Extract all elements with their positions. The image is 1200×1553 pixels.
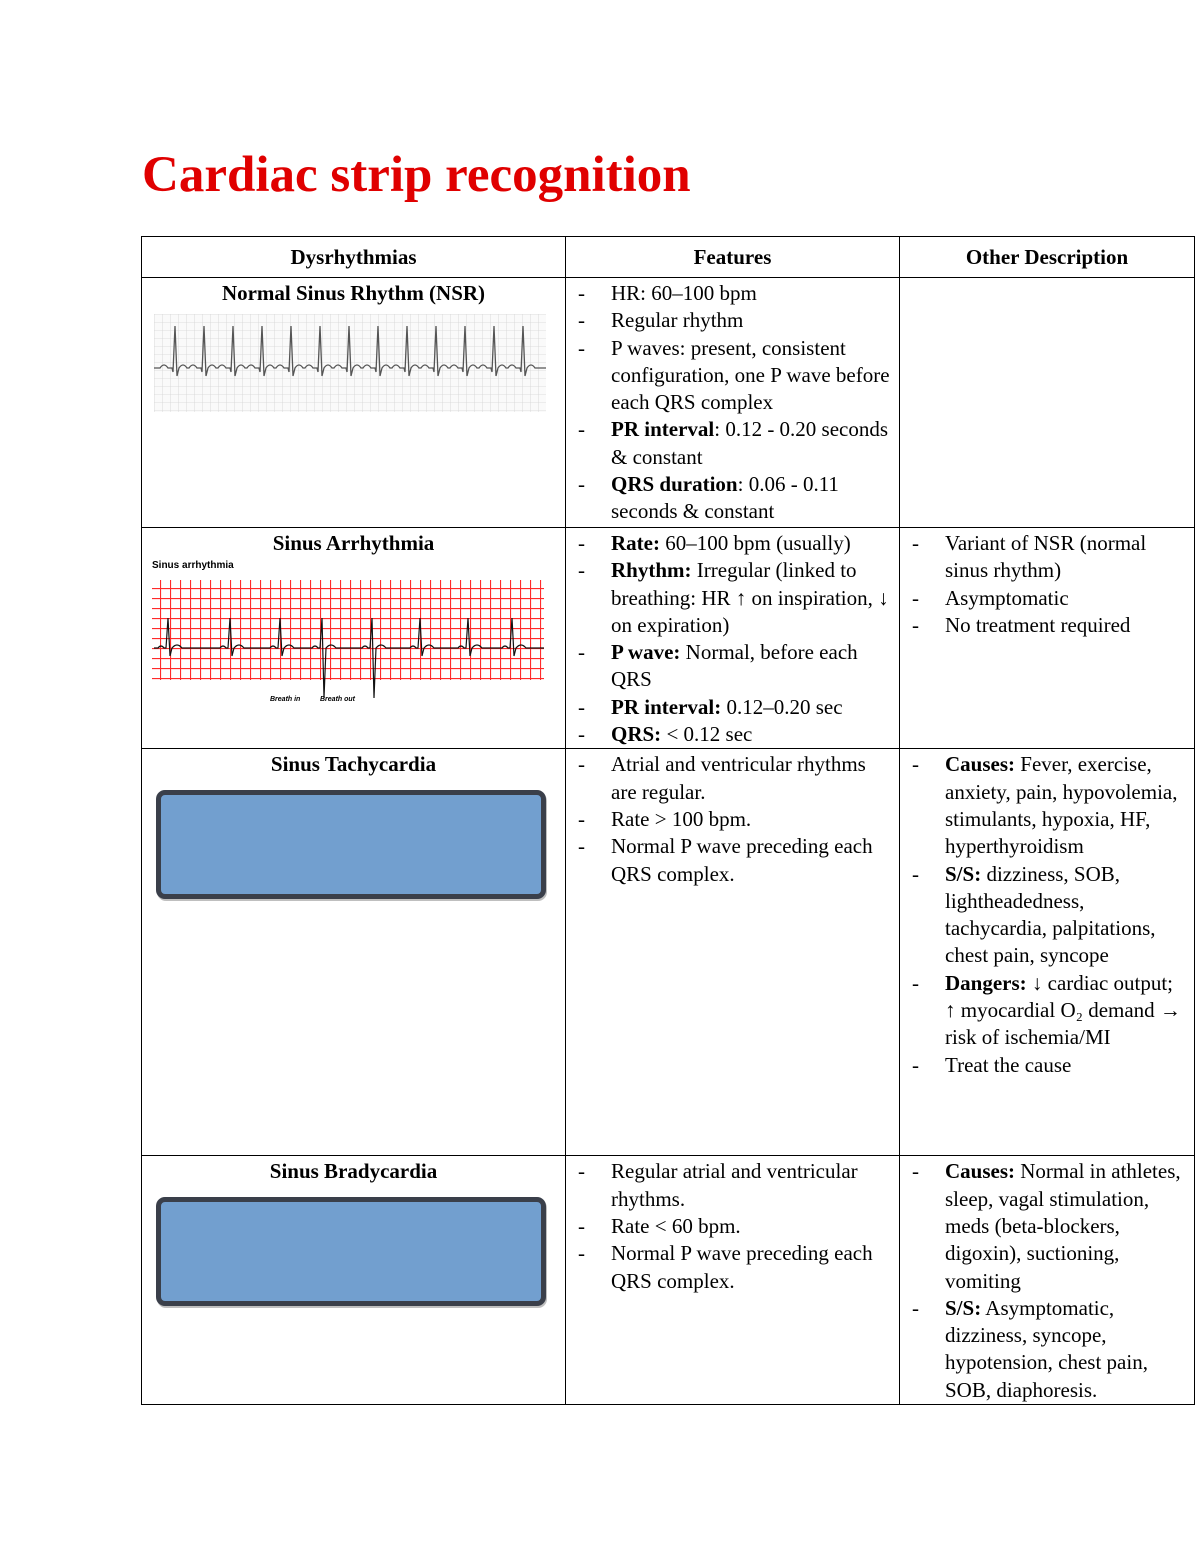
list-item-text: : 0.12 - 0.20 seconds & constant [611,417,889,469]
list-item [576,694,891,721]
list-item-text: Rate > 100 bpm. [611,806,752,831]
list-item-label: Rhythm: [611,558,692,583]
strip-caption-breath-out: Breath out [320,696,355,703]
list-item [576,530,891,557]
cell-features [566,1156,900,1405]
list-item-text: : 0.06 - 0.11 seconds & constant [611,472,839,524]
list-item [576,721,891,748]
strip-placeholder-box [156,1197,546,1306]
list-item [576,1213,891,1240]
list-item-label: QRS duration [611,472,738,497]
list-item [576,416,891,471]
list-item [576,639,891,694]
table-row-sinus-arrhythmia [142,528,1195,749]
list-item [576,471,891,526]
list-item [576,307,891,334]
list-item [576,751,891,806]
list-item-label: S/S: [945,861,982,886]
strip-caption-breath-in: Breath in [270,696,301,703]
cell-features [566,749,900,1156]
list-item-text: Regular rhythm [611,308,744,333]
cell-other [900,278,1195,528]
list-item-label: QRS: [611,722,662,747]
list-item-text: Normal, before each QRS [611,640,858,692]
list-item [910,1052,1186,1079]
list-item-label: Causes: [945,1159,1016,1184]
features-list [566,528,899,748]
header-dysrhythmias: Dysrhythmias [142,237,566,278]
dysrhythmia-table [141,236,1195,1405]
list-item-text: Regular atrial and ventricular rhythms. [611,1159,858,1211]
list-item-label: S/S: [945,1295,982,1320]
list-item [910,970,1186,1052]
table-row-sinus-bradycardia [142,1156,1195,1405]
header-other-description: Other Description [900,237,1195,278]
strip-label: Sinus arrhythmia [152,560,234,571]
list-item [910,530,1186,585]
cell-other [900,528,1195,749]
list-item-text: Normal P wave preceding each QRS complex. [611,834,873,886]
list-item [576,806,891,833]
list-item [576,335,891,417]
list-item-text: Variant of NSR (normal sinus rhythm) [945,531,1147,583]
list-item-label: PR interval [611,417,715,442]
other-list [900,1156,1194,1404]
features-list [566,1156,899,1294]
list-item [576,833,891,888]
header-features: Features [566,237,900,278]
cell-dysrhythmia [142,1156,566,1405]
list-item [910,1295,1186,1404]
list-item [910,861,1186,970]
list-item-text: Treat the cause [945,1052,1072,1077]
features-list [566,749,899,887]
rhythm-name: Normal Sinus Rhythm (NSR) [221,281,486,305]
list-item [576,280,891,307]
list-item-text: Normal in athletes, sleep, vagal stimulation, meds (beta-blockers, digoxin), suctioning, vomiting [945,1159,1181,1293]
features-list [566,278,899,526]
list-item-text: Rate < 60 bpm. [611,1213,741,1238]
list-item-text: Asymptomatic, dizziness, syncope, hypotension, chest pain, SOB, diaphoresis. [945,1295,1148,1402]
cell-dysrhythmia [142,528,566,749]
list-item-text: No treatment required [945,612,1131,637]
list-item [576,1240,891,1295]
list-item [910,1158,1186,1294]
list-item-text: 0.12–0.20 sec [721,694,843,719]
cell-dysrhythmia [142,278,566,528]
cell-other [900,749,1195,1156]
strip-placeholder-box [156,790,546,899]
list-item-label: PR interval: [611,694,722,719]
list-item [576,557,891,639]
table-header-row [142,237,1195,278]
sinus-arrhythmia-ecg-strip [150,558,550,708]
list-item [910,751,1186,860]
cell-features [566,278,900,528]
list-item-text: Irregular (linked to breathing: HR ↑ on inspiration, ↓ on expiration) [611,558,889,637]
rhythm-name: Sinus Tachycardia [270,752,437,777]
list-item-label: Rate: [611,531,660,555]
other-list [900,749,1194,1079]
rhythm-name: Sinus Arrhythmia [272,531,435,555]
other-list [900,278,1194,280]
list-item [910,585,1186,612]
list-item-text: HR: 60–100 bpm [611,281,757,305]
list-item-label: Causes: [945,752,1016,777]
list-item-text: Asymptomatic [945,585,1069,610]
nsr-ecg-strip [154,314,546,412]
list-item-label: P wave: [611,640,681,665]
table-row-sinus-tachycardia [142,749,1195,1156]
cell-other [900,1156,1195,1405]
rhythm-name: Sinus Bradycardia [269,1159,438,1184]
table-row-nsr [142,278,1195,528]
list-item-text: 60–100 bpm (usually) [659,531,851,555]
list-item-text: Fever, exercise, anxiety, pain, hypovolemia, stimulants, hypoxia, HF, hyperthyroidism [945,752,1178,859]
page-title: Cardiac strip recognition [142,147,691,203]
list-item [910,612,1186,639]
list-item-text: dizziness, SOB, lightheadedness, tachycardia, palpitations, chest pain, syncope [945,861,1156,968]
list-item-text: < 0.12 sec [661,722,753,747]
list-item-text: P waves: present, consistent configuration, one P wave before each QRS complex [611,335,890,415]
cell-features [566,528,900,749]
list-item-label: Dangers: [945,970,1027,995]
list-item-text: Atrial and ventricular rhythms are regular. [611,752,866,804]
list-item [576,1158,891,1213]
other-list [900,528,1194,639]
cell-dysrhythmia [142,749,566,1156]
list-item-text: Normal P wave preceding each QRS complex. [611,1241,873,1293]
list-item-text: ↓ cardiac output; ↑ myocardial O₂ demand → risk of ischemia/MI [945,970,1181,1050]
